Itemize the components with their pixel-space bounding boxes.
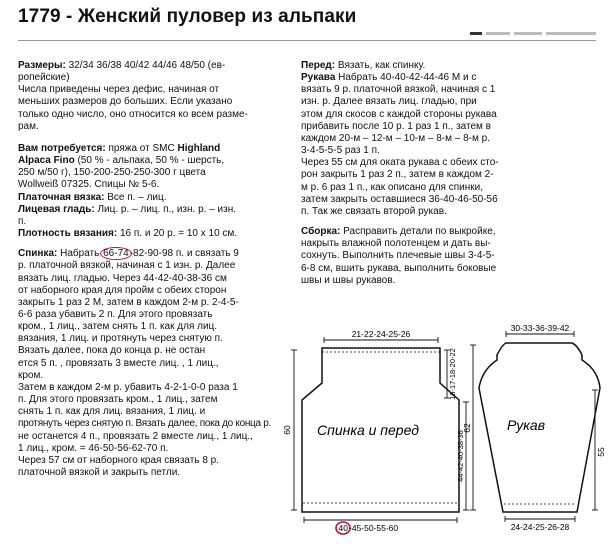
text-line: 6-6 раза убавить 2 п. Для этого провязать [18,308,213,320]
text-line: п. Так же связать второй рукав. [301,205,447,217]
page-title: 1779 - Женский пуловер из альпаки [18,6,357,27]
stockinette-label: Лицевая гладь: [18,203,95,215]
text-line: м р. 6 раз 1 п., как описано для спинки, [301,181,483,193]
yarn-brand: Alpaca Fino [18,155,75,167]
text-line: 250 м/50 г), 150-200-250-250-300 г цвета [18,167,206,179]
text-line: изн. р. Далее вязать лиц. гладью, при [301,96,477,108]
text-line: Wollweiß 07325. Спицы № 5-6. [18,179,160,191]
text-line: 32/34 36/38 40/42 44/46 48/50 (ев- [65,60,226,71]
text-line: кром., 1 лиц., затем снять 1 п. как для лиц. [18,321,218,333]
materials-label: Вам потребуется: [18,142,106,154]
sleeve-total-length: 62 [462,423,472,433]
text-line: Набрать [57,248,103,260]
text-line: Через 57 см от наборного края связать 8 р. [18,454,220,466]
text-line: этом для скосов с каждой стороны рукава [301,108,497,120]
gauge-label: Плотность вязания: [18,228,118,240]
text-line: накрыть влажной полотенцем и дать вы- [301,238,491,250]
armhole-depth: 16-17-18-20-22 [448,348,457,400]
text-line: р. платочной вязкой, начиная с 1 изн. р. Далее [18,260,236,272]
text-line: рон закрыть 1 раз 2 п., затем в каждом 2- [301,169,494,181]
garter-label: Платочная вязка: [18,191,105,203]
text-line: 1 лиц., кром. = 46-50-56-62-70 п. [18,442,169,454]
body-piece-label: Спинка и перед [317,422,419,438]
text-line: Вязать, как спинку. [335,60,426,71]
body-top-width: 21-22-24-25-26 [351,329,411,339]
body-height: 60 [282,425,292,435]
text-line: Через 55 см для оката рукава с обеих сто- [301,157,499,169]
circled-stitch-count: 66-74 [100,247,132,260]
text-line: -82-90-98 п. и связать 9 [129,248,239,260]
text-line: вязать лиц. гладью. Через 44-42-40-38-36 см [18,272,227,284]
text-line: п. Для этого провязать кром., 1 лиц., затем [18,394,218,406]
sleeve-label: Рукава [301,72,336,84]
body-bottom-circled: 40 [338,523,348,533]
text-line: Затем в каждом 2-м р. убавить 4-2-1-0-0 раза 1 [18,381,238,393]
text-line: 6-8 см, вшить рукава, выполнить боковые [301,262,497,274]
text-line: платочной вязкой и закрыть петли. [18,467,181,478]
text-line: 16 п. и 20 р. = 10 х 10 см. [117,228,238,240]
side-length: 44-42-40-38-36 [456,430,465,482]
sleeve-bottom-width: 24-24-25-26-28 [510,522,570,532]
text-line: 3-4-5-5-5 раз 1 п. [301,145,380,157]
text-line: Набрать 40-40-42-44-46 М и с [335,72,477,84]
text-line: кром. [18,369,44,381]
text-line: Лиц. р. – лиц. п., изн. р. – изн. [94,203,237,215]
sleeve-seam-length: 55 [596,447,606,457]
text-line: рам. [18,120,39,132]
body-bottom-width: -45-50-55-60 [349,523,399,533]
assembly-label: Сборка: [301,226,341,238]
text-line: прибавить после 10 р. 1 раз 1 п., затем в [301,120,491,132]
text-line: сохнуть. Выполнить плечевые швы 3-4-5- [301,250,495,262]
text-line: каждом 20-м – 12-м – 10-м – 8-м – 8-м р. [301,132,491,144]
text-line: ропейские) [18,72,70,84]
text-line: ется 5 п. , провязать 3 вместе лиц. , 1 лиц., [18,357,219,369]
yarn-brand: Highland [177,142,221,154]
text-line: Вязать далее, пока до конца р. не остан [18,345,206,357]
text-line: Числа приведены через дефис, начиная от [18,84,220,96]
text-line: швы и швы рукавов. [301,274,396,286]
text-line: не останется 4 п., провязать 2 вместе лиц., 1 лиц., [18,430,253,442]
sleeve-top-width: 30-33-36-39-42 [510,323,570,333]
sizes-label: Размеры: [18,60,66,71]
text-line: Расправить детали по выкройке, [340,226,496,238]
text-line: вязания, 1 лиц. и протянуть через снятую п. [18,333,223,345]
text-line: меньших размеров до больших. Если указано [18,96,233,108]
text-line: затем закрыть оставшиеся 36-40-46-50-56 [301,193,498,205]
back-label: Спинка: [18,248,58,260]
text-line: снять 1 п. как для лиц. вязания, 1 лиц. и [18,406,206,418]
text-line: п. [18,215,27,227]
text-line: пряжа от SMC [105,142,178,154]
front-label: Перед: [301,60,336,71]
text-line: протянуть через снятую п. Вязать далее, пока до конца р. [18,418,271,430]
text-line: от наборного края для пройм с обеих сторон [18,284,227,296]
text-line: (50 % - альпака, 50 % - шерсть, [74,155,225,167]
text-line: только одно число, оно относится ко всем разме- [18,108,248,120]
sleeve-piece-label: Рукав [506,417,546,433]
text-line: Все п. – лиц. [104,191,167,203]
text-line: закрыть 1 раз 2 М, затем в каждом 2-м р. 2-4-5- [18,296,239,308]
text-line: вязать 9 р. платочной вязкой, начиная с 1 [301,84,496,96]
